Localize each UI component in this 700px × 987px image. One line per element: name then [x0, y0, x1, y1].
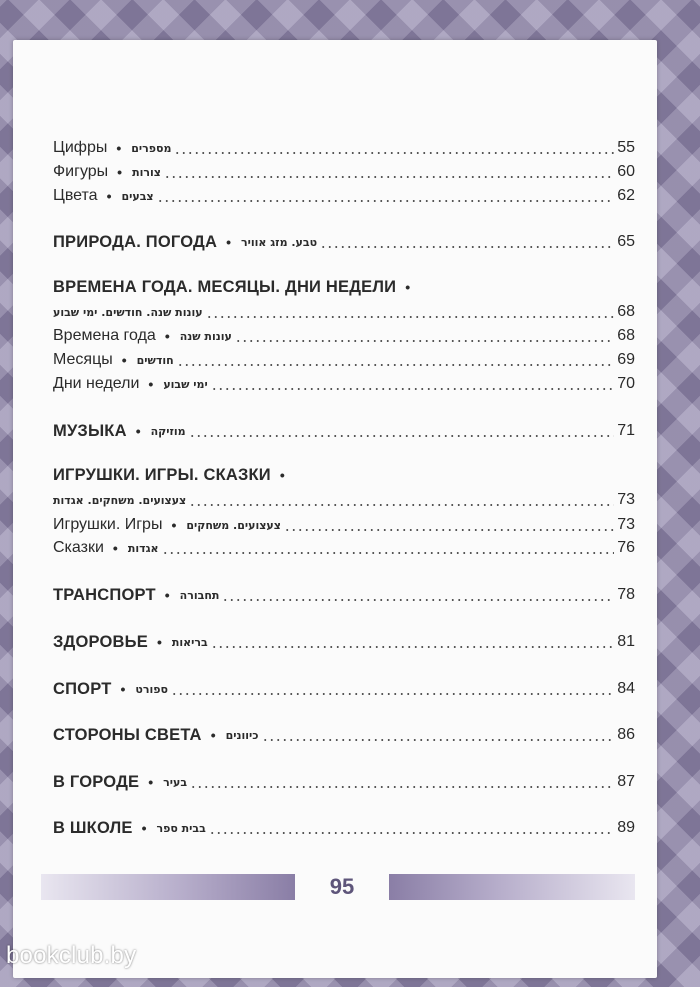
toc-entry-hebrew: צורות: [132, 166, 161, 179]
toc-entry-hebrew: צעצועים. משחקים: [186, 519, 281, 532]
toc-entry-page: 78: [617, 586, 635, 603]
bullet-separator: •: [171, 517, 177, 533]
toc-entry-page: 73: [617, 516, 635, 533]
toc-entry-hebrew: ימי שבוע: [163, 378, 208, 391]
toc-entry-seasons-hebrew[interactable]: [53, 298, 635, 322]
dot-leader: [206, 316, 614, 318]
toc-entry-nature-weather[interactable]: [53, 228, 635, 252]
watermark: bookclub.by: [6, 942, 137, 969]
bullet-separator: •: [164, 587, 170, 603]
bullet-separator: •: [112, 540, 118, 556]
bullet-separator: •: [117, 164, 123, 180]
page-number: 95: [329, 874, 355, 899]
toc-entry-title: МУЗЫКА: [53, 422, 127, 440]
bullet-separator: •: [135, 423, 141, 439]
toc-entry-hebrew: מספרים: [131, 142, 172, 155]
dot-leader: [262, 739, 615, 741]
dot-leader: [211, 646, 614, 648]
toc-entry-hebrew: כיוונים: [225, 729, 259, 742]
toc-entry-hebrew: בעיר: [163, 776, 188, 789]
dot-leader: [189, 504, 614, 506]
toc-section-title: ВРЕМЕНА ГОДА. МЕСЯЦЫ. ДНИ НЕДЕЛИ: [53, 278, 397, 296]
toc-entry-hebrew: עונות שנה. חודשים. ימי שבוע: [53, 306, 203, 319]
toc-entry-page: 86: [617, 726, 635, 743]
toc-entry-hebrew: טבע. מזג אוויר: [241, 236, 318, 249]
dot-leader: [177, 364, 614, 366]
dot-leader: [164, 176, 614, 178]
toc-entry-in-the-city[interactable]: [53, 768, 635, 792]
toc-entry-sport[interactable]: [53, 675, 635, 699]
toc-entry-title: СТОРОНЫ СВЕТА: [53, 726, 202, 744]
toc-entry-page: 68: [617, 327, 635, 344]
dot-leader: [211, 388, 614, 390]
toc-entry-page: 70: [617, 375, 635, 392]
toc-entry-hebrew: בריאות: [171, 636, 208, 649]
toc-entry-title: ПРИРОДА. ПОГОДА: [53, 233, 218, 251]
toc-entry-title: Времена года: [53, 327, 156, 344]
dot-leader: [162, 552, 615, 554]
bullet-separator: •: [116, 140, 122, 156]
toc-entry-cardinal-directions[interactable]: [53, 721, 635, 745]
bullet-separator: •: [226, 234, 231, 250]
toc-entry-page: 62: [617, 187, 635, 204]
toc-entry-page: 71: [617, 422, 635, 439]
toc-section-heading-seasons: [53, 275, 635, 297]
toc-entry-title: Дни недели: [53, 375, 140, 392]
bullet-separator: •: [210, 727, 216, 743]
toc-entry-page: 87: [617, 773, 635, 790]
bullet-separator: •: [106, 188, 112, 204]
toc-entry-page: 65: [617, 233, 635, 250]
toc-entry-hebrew: צבעים: [121, 190, 154, 203]
toc-entry-page: 76: [617, 539, 635, 556]
bullet-separator: •: [121, 352, 127, 368]
toc-entry-title: Фигуры: [53, 163, 109, 180]
dot-leader: [209, 832, 614, 834]
bullet-separator: •: [279, 467, 285, 483]
toc-section-title: ИГРУШКИ. ИГРЫ. СКАЗКИ: [53, 466, 271, 484]
toc-entry-months[interactable]: [53, 346, 635, 370]
toc-entry-hebrew: צעצועים. משחקים. אגדות: [53, 494, 187, 507]
toc-entry-toys-games[interactable]: [53, 511, 635, 535]
dot-leader: [171, 693, 614, 695]
toc-entry-page: 69: [617, 351, 635, 368]
toc-entry-at-school[interactable]: [53, 814, 635, 838]
dot-leader: [174, 152, 614, 154]
toc-entry-transport[interactable]: [53, 581, 635, 605]
toc-entry-hebrew: עונות שנה: [179, 330, 232, 343]
toc-entry-page: 73: [617, 491, 635, 508]
toc-entry-hebrew: תחבורה: [179, 589, 220, 602]
dot-leader: [320, 246, 614, 248]
toc-entry-page: 89: [617, 819, 635, 836]
toc-entry-title: СПОРТ: [53, 680, 112, 698]
bullet-separator: •: [405, 279, 411, 295]
dot-leader: [222, 599, 614, 601]
toc-entry-fairy-tales[interactable]: [53, 534, 635, 558]
footer-decor-bar-right: [389, 874, 635, 900]
toc-entry-hebrew: אגדות: [127, 542, 159, 555]
toc-section-heading-toys: [53, 463, 635, 485]
toc-entry-music[interactable]: [53, 417, 635, 441]
toc-entry-page: 68: [617, 303, 635, 320]
bullet-separator: •: [164, 328, 170, 344]
toc-entry-page: 81: [617, 633, 635, 650]
toc-entry-page: 84: [617, 680, 635, 697]
toc-entry-page: 55: [617, 139, 635, 156]
book-page: [13, 40, 657, 978]
bullet-separator: •: [141, 820, 147, 836]
bullet-separator: •: [148, 376, 154, 392]
toc-entry-seasons[interactable]: [53, 322, 635, 346]
dot-leader: [284, 529, 614, 531]
toc-entry-title: Игрушки. Игры: [53, 516, 163, 533]
toc-entry-title: В ГОРОДЕ: [53, 773, 140, 791]
toc-entry-colors[interactable]: [53, 182, 635, 206]
bullet-separator: •: [148, 774, 154, 790]
toc-entry-hebrew: בבית ספר: [156, 822, 206, 835]
toc-entry-title: Цвета: [53, 187, 98, 204]
bullet-separator: •: [156, 634, 162, 650]
toc-entry-title: ТРАНСПОРТ: [53, 586, 156, 604]
toc-entry-title: ЗДОРОВЬЕ: [53, 633, 148, 651]
toc-entry-shapes[interactable]: [53, 158, 635, 182]
toc-entry-health[interactable]: [53, 628, 635, 652]
table-of-contents: [13, 40, 657, 978]
footer-decor-bar-left: [41, 874, 295, 900]
toc-entry-page: 60: [617, 163, 635, 180]
toc-entry-hebrew: מוזיקה: [150, 425, 186, 438]
dot-leader: [189, 435, 614, 437]
toc-entry-hebrew: ספורט: [135, 683, 168, 696]
toc-entry-digits[interactable]: [53, 134, 635, 158]
toc-entry-weekdays[interactable]: [53, 370, 635, 394]
toc-entry-hebrew: חודשים: [136, 354, 174, 367]
bullet-separator: •: [120, 681, 126, 697]
toc-entry-title: В ШКОЛЕ: [53, 819, 133, 837]
dot-leader: [190, 786, 614, 788]
toc-entry-title: Цифры: [53, 139, 108, 156]
toc-entry-toys-hebrew[interactable]: [53, 486, 635, 510]
dot-leader: [157, 200, 614, 202]
dot-leader: [235, 340, 614, 342]
toc-entry-title: Месяцы: [53, 351, 113, 368]
toc-entry-title: Сказки: [53, 539, 104, 556]
